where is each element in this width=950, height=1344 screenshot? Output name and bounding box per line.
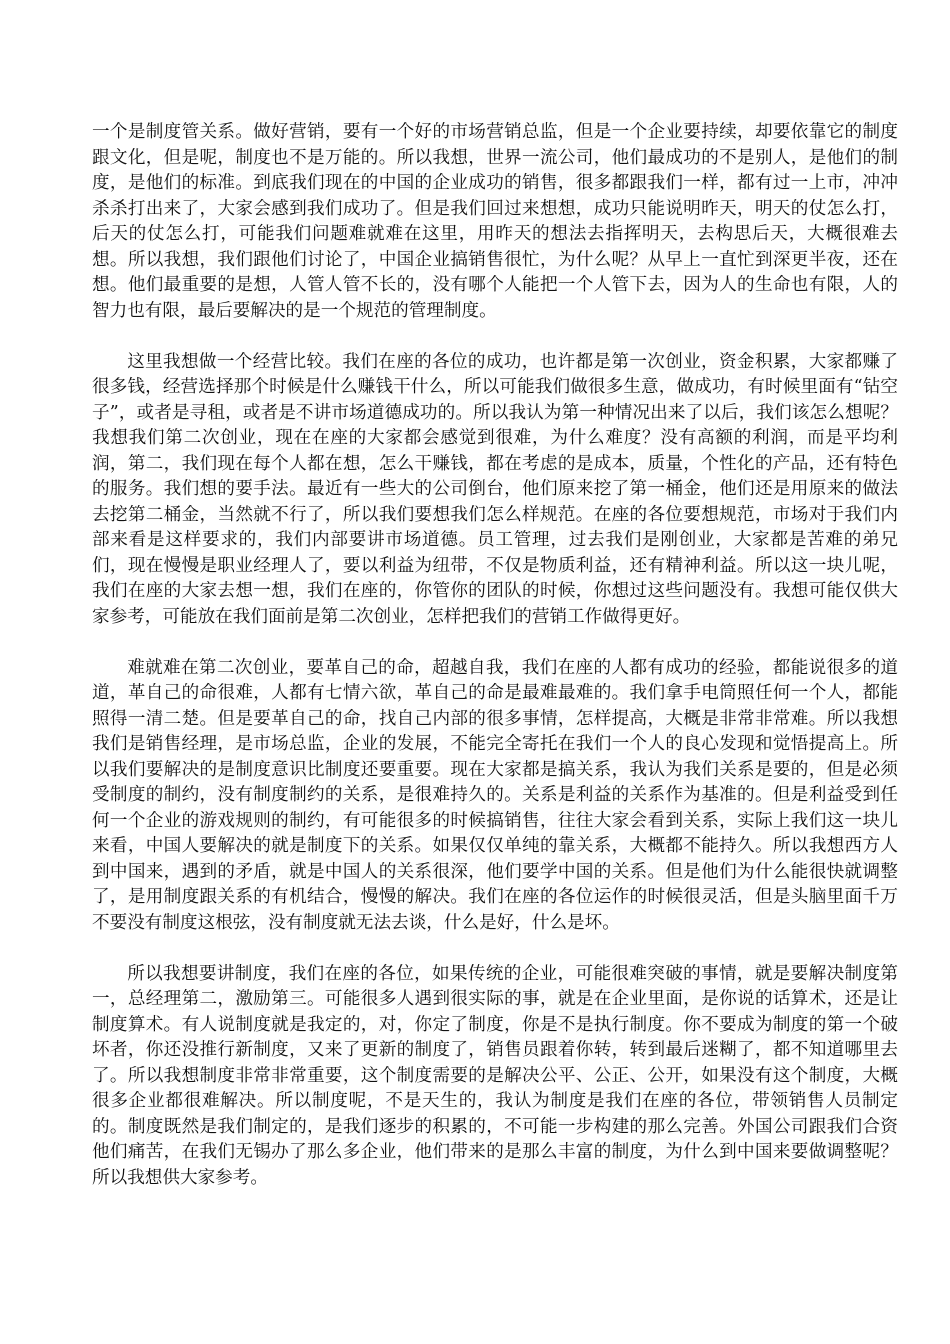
paragraph-1: 一个是制度管关系。做好营销，要有一个好的市场营销总监，但是一个企业要持续，却要依靠它的制度跟文化，但是呢，制度也不是万能的。所以我想，世界一流公司，他们最成功的不是别人，是他们的制度，是他们的标准。到底我们现在的中国的企业成功的销售，很多都跟我们一样，都有过一上市，冲冲杀杀打出来了，大家会感到我们成功了。但是我们回过来想想，成功只能说明昨天，明天的仗怎么打，后天的仗怎么打，可能我们问题难就难在这里，用昨天的想法去指挥明天，去构思后天，大概很难去想。所以我想，我们跟他们讨论了，中国企业搞销售很忙，为什么呢？从早上一直忙到深更半夜，还在想。他们最重要的是想，人管人管不长的，没有哪个人能把一个人管下去，因为人的生命也有限，人的智力也有限，最后要解决的是一个规范的管理制度。 (92, 122, 898, 321)
paragraph-4: 所以我想要讲制度，我们在座的各位，如果传统的企业，可能很难突破的事情，就是要解决制度第一，总经理第二，激励第三。可能很多人遇到很实际的事，就是在企业里面，是你说的话算术，还是让制度算术。有人说制度就是我定的，对，你定了制度，你是不是执行制度。你不要成为制度的第一个破坏者，你还没推行新制度，又来了更新的制度了，销售员跟着你转，转到最后迷糊了，都不知道哪里去了。所以我想制度非常非常重要，这个制度需要的是解决公平、公正、公开，如果没有这个制度，大概很多企业都很难解决。所以制度呢，不是天生的，我认为制度是我们在座的各位，带领销售人员制定的。制度既然是我们制定的，是我们逐步的积累的，不可能一步构建的那么完善。外国公司跟我们合资他们痛苦，在我们无锡办了那么多企业，他们带来的是那么丰富的制度，为什么到中国来要做调整呢？所以我想供大家参考。 (92, 963, 898, 1188)
paragraph-2: 这里我想做一个经营比较。我们在座的各位的成功，也许都是第一次创业，资金积累，大家都赚了很多钱，经营选择那个时候是什么赚钱干什么，所以可能我们做很多生意，做成功，有时候里面有“钻空子”，或者是寻租，或者是不讲市场道德成功的。所以我认为第一种情况出来了以后，我们该怎么想呢？我想我们第二次创业，现在在座的大家都会感觉到很难，为什么难度？没有高额的利润，而是平均利润，第二，我们现在每个人都在想，怎么干赚钱，都在考虑的是成本，质量，个性化的产品，还有特色的服务。我们想的要手法。最近有一些大的公司倒台，他们原来挖了第一桶金，他们还是用原来的做法去挖第二桶金，当然就不行了，所以我们要想我们怎么样规范。在座的各位要想规范，市场对于我们内部来看是这样要求的，我们内部要讲市场道德。员工管理，过去我们是刚创业，大家都是苦难的弟兄们，现在慢慢是职业经理人了，要以利益为纽带，不仅是物质利益，还有精神利益。所以这一块儿呢，我们在座的大家去想一想，我们在座的，你管你的团队的时候，你想过这些问题没有。我想可能仅供大家参考，可能放在我们面前是第二次创业，怎样把我们的营销工作做得更好。 (92, 351, 898, 627)
paragraph-3: 难就难在第二次创业，要革自己的命，超越自我，我们在座的人都有成功的经验，都能说很多的道道，革自己的命很难，人都有七情六欲，革自己的命是最难最难的。我们拿手电筒照任何一个人，都能照得一清二楚。但是要革自己的命，找自己内部的很多事情，怎样提高，大概是非常非常难。所以我想我们是销售经理，是市场总监，企业的发展，不能完全寄托在我们一个人的良心发现和觉悟提高上。所以我们要解决的是制度意识比制度还要重要。现在大家都是搞关系，我认为我们关系是要的，但是必须受制度的制约，没有制度制约的关系，是很难持久的。关系是利益的关系作为基准的。但是利益受到任何一个企业的游戏规则的制约，有可能很多的时候搞销售，往往大家会看到关系，实际上我们这一块儿来看，中国人要解决的就是制度下的关系。如果仅仅单纯的靠关系，大概都不能持久。所以我想西方人到中国来，遇到的矛盾，就是中国人的关系很深，他们要学中国的关系。但是他们为什么能很快就调整了，是用制度跟关系的有机结合，慢慢的解决。我们在座的各位运作的时候很灵活，但是头脑里面千万不要没有制度这根弦，没有制度就无法去谈，什么是好，什么是坏。 (92, 657, 898, 933)
document-body (92, 120, 898, 1217)
